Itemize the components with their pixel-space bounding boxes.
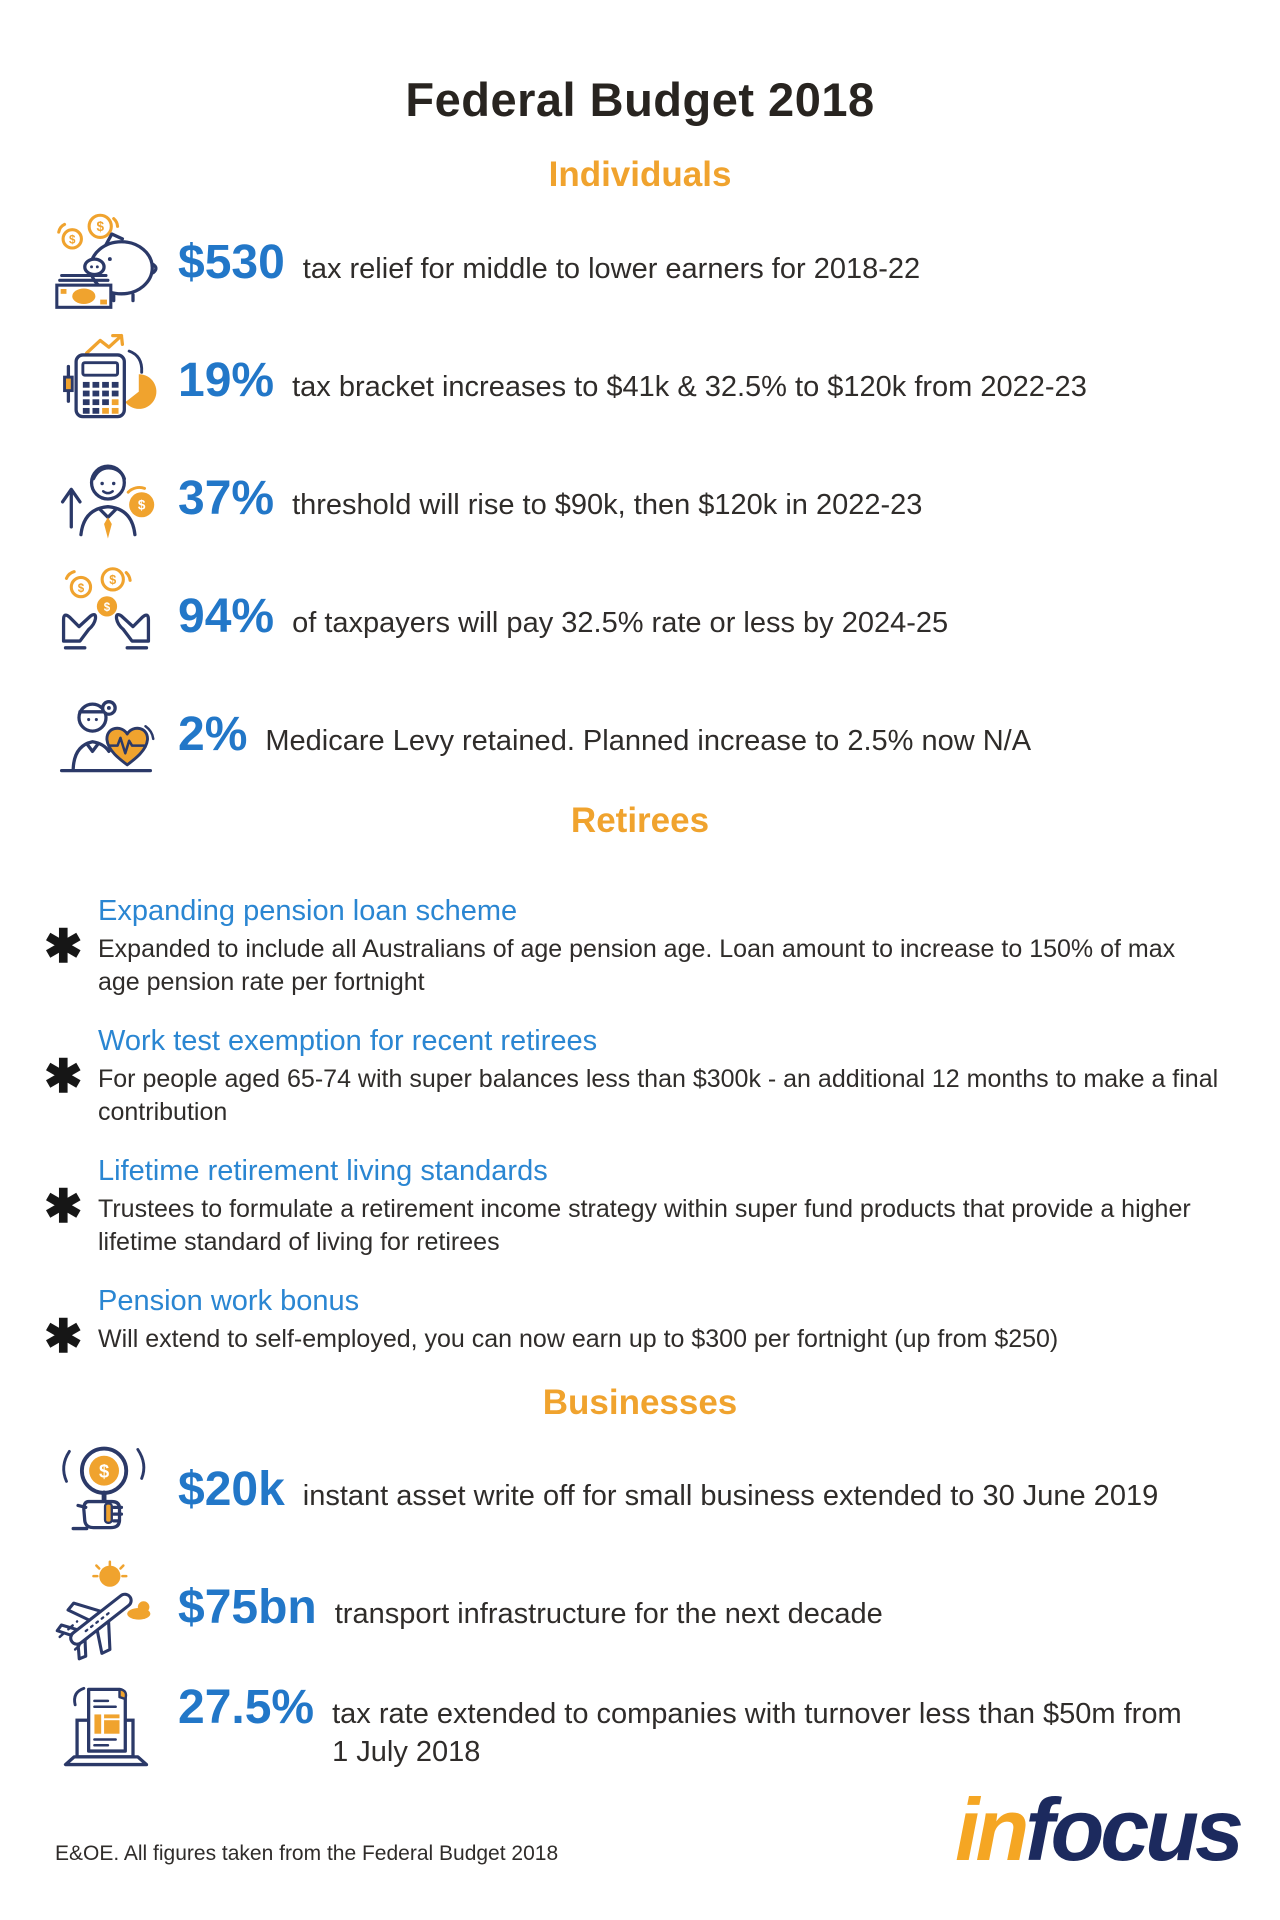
stat-value: 2% <box>178 707 248 761</box>
stat-value: 27.5% <box>178 1680 315 1734</box>
stat-description: threshold will rise to $90k, then $120k in 2022-23 <box>292 488 923 521</box>
logo-part-focus: focus <box>1025 1780 1240 1879</box>
stat-description: tax relief for middle to lower earners for 2018-22 <box>302 252 921 285</box>
svg-text:$: $ <box>96 219 104 235</box>
retiree-item-title: Lifetime retirement living standards <box>98 1155 548 1187</box>
stat-row-20k <box>0 1431 1280 1549</box>
stat-row-94pct <box>0 557 1280 675</box>
retiree-item-text: Trustees to formulate a retirement income strategy within super fund products that provide a higher lifetime standard of living for retirees <box>98 1195 1191 1256</box>
invoice-laptop-icon <box>52 1673 160 1779</box>
stat-row-27-5pct <box>0 1667 1280 1785</box>
businesses-section <box>0 1431 1280 1785</box>
page-title: Federal Budget 2018 <box>405 73 875 126</box>
asterisk-bullet: ✱ <box>44 1180 83 1232</box>
stat-row-2pct <box>0 675 1280 793</box>
individuals-section <box>0 203 1280 793</box>
doctor-heart-icon <box>52 681 160 787</box>
retiree-item-pension-loan <box>44 895 1227 998</box>
retiree-item-title: Pension work bonus <box>98 1285 360 1317</box>
svg-text:$: $ <box>77 582 85 595</box>
stat-value: $75bn <box>178 1581 317 1634</box>
retiree-item-work-test <box>44 1025 1227 1128</box>
stat-value: 19% <box>178 353 275 407</box>
stat-value: $20k <box>178 1463 285 1516</box>
stat-description: tax rate extended to companies with turnover less than $50m from 1 July 2018 <box>332 1697 1182 1768</box>
retiree-item-title: Expanding pension loan scheme <box>98 895 518 927</box>
asterisk-bullet: ✱ <box>44 1310 83 1362</box>
piggy-bank-icon <box>52 209 160 315</box>
svg-text:$: $ <box>98 1459 110 1481</box>
svg-text:$: $ <box>109 573 117 588</box>
stat-row-19pct <box>0 321 1280 439</box>
svg-text:$: $ <box>103 602 111 615</box>
stat-row-530 <box>0 203 1280 321</box>
section-heading-individuals: Individuals <box>548 155 732 194</box>
retiree-item-text: For people aged 65-74 with super balances less than $300k - an additional 12 months to make a final contribution <box>98 1065 1219 1126</box>
section-heading-businesses: Businesses <box>542 1382 738 1422</box>
svg-text:$: $ <box>137 497 146 513</box>
asterisk-bullet: ✱ <box>44 920 83 972</box>
stat-value: $530 <box>178 235 285 289</box>
retirees-section <box>44 895 1227 1362</box>
retiree-item-text: Expanded to include all Australians of age pension age. Loan amount to increase to 150% of max age pension rate per fortnight <box>98 935 1176 996</box>
section-heading-retirees: Retirees <box>570 801 710 840</box>
stat-row-37pct <box>0 439 1280 557</box>
infocus-logo <box>955 1780 1240 1879</box>
stat-description: transport infrastructure for the next decade <box>334 1598 883 1630</box>
logo-part-in: in <box>955 1780 1026 1879</box>
stat-description: instant asset write off for small business extended to 30 June 2019 <box>302 1480 1159 1512</box>
hands-coins-icon <box>52 563 160 669</box>
asterisk-bullet: ✱ <box>44 1050 83 1102</box>
retiree-item-living-standards <box>44 1155 1227 1258</box>
stat-row-75bn <box>0 1549 1280 1667</box>
magnifier-dollar-icon <box>52 1437 160 1543</box>
airplane-icon <box>52 1555 160 1661</box>
stat-description: of taxpayers will pay 32.5% rate or less by 2024-25 <box>292 606 949 639</box>
stat-value: 37% <box>178 471 275 525</box>
retiree-item-title: Work test exemption for recent retirees <box>98 1025 598 1057</box>
stat-value: 94% <box>178 589 275 643</box>
retiree-item-work-bonus <box>44 1285 1227 1362</box>
calculator-icon <box>52 327 160 433</box>
retiree-item-text: Will extend to self-employed, you can now earn up to $300 per fortnight (up from $250) <box>98 1325 1059 1353</box>
svg-text:$: $ <box>69 234 76 247</box>
stat-description: Medicare Levy retained. Planned increase to 2.5% now N/A <box>265 724 1032 757</box>
person-growth-icon <box>52 445 160 551</box>
footer-disclaimer: E&OE. All figures taken from the Federal Budget 2018 <box>55 1842 559 1865</box>
stat-description: tax bracket increases to $41k & 32.5% to $120k from 2022-23 <box>292 370 1087 403</box>
